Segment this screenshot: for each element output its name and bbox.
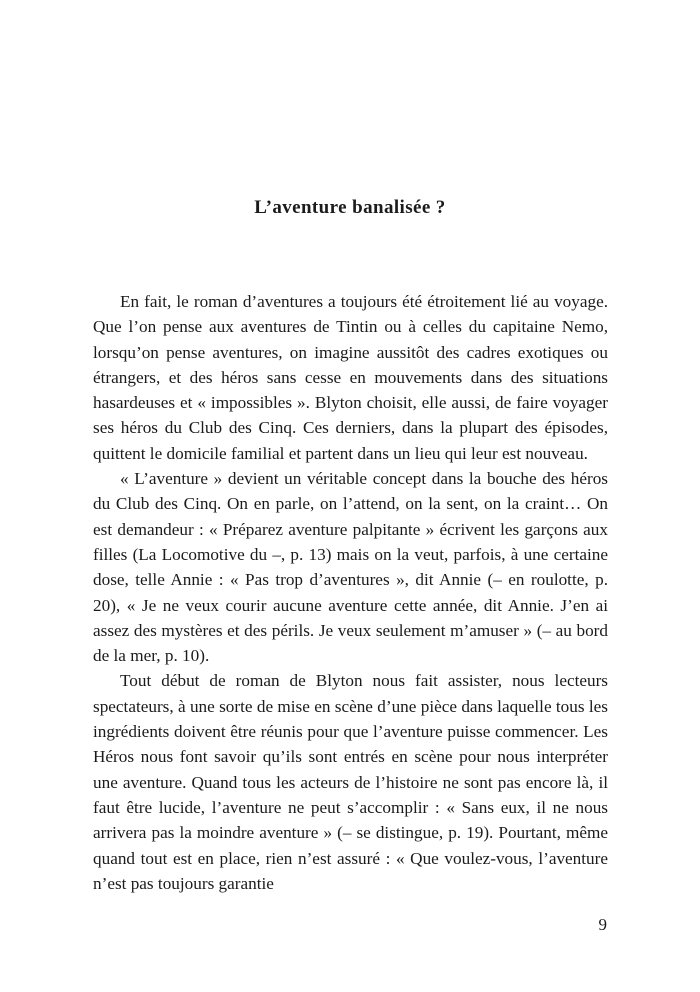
paragraph-3: Tout début de roman de Blyton nous fait assister, nous lecteurs spectateurs, à une sorte de mise en scène d’une pièce dans laquelle tous les ingrédients doivent être réunis pour que l’aventure puisse commencer. Les Héros nous font savoir qu’ils sont entrés en scène pour nous interpréter une aventure. Quand tous les acteurs de l’histoire ne sont pas encore là, il faut être lucide, l’aventure ne peut s’accomplir : « Sans eux, il ne nous arrivera pas la moindre aventure » (– se distingue, p. 19). Pourtant, même quand tout est en place, rien n’est assuré : « Que voulez-vous, l’aventure n’est pas toujours garantie <box>93 671 608 893</box>
paragraph-2: « L’aventure » devient un véritable concept dans la bouche des héros du Club des Cinq. On en parle, on l’attend, on la sent, on la craint… On est demandeur : « Préparez aventure palpitante » écrivent les garçons aux filles (La Locomotive du –, p. 13) mais on la veut, parfois, à une certaine dose, telle Annie : « Pas trop d’aventures », dit Annie (– en roulotte, p. 20), « Je ne veux courir aucune aventure cette année, dit Annie. J’en ai assez des mystères et des périls. Je veux seulement m’amuser » (– au bord de la mer, p. 10). <box>93 469 608 666</box>
chapter-title: L’aventure banalisée ? <box>254 197 446 218</box>
body-text <box>93 289 608 896</box>
page-number: 9 <box>598 915 607 934</box>
paragraph-1: En fait, le roman d’aventures a toujours été étroitement lié au voyage. Que l’on pense aux aventures de Tintin ou à celles du capitaine Nemo, lorsqu’on pense aventures, on imagine aussitôt des cadres exotiques ou étrangers, et des héros sans cesse en mouvements dans des situations hasardeuses et « impossibles ». Blyton choisit, elle aussi, de faire voyager ses héros du Club des Cinq. Ces derniers, dans la plupart des épisodes, quittent le domicile familial et partent dans un lieu qui leur est nouveau. <box>93 292 608 463</box>
